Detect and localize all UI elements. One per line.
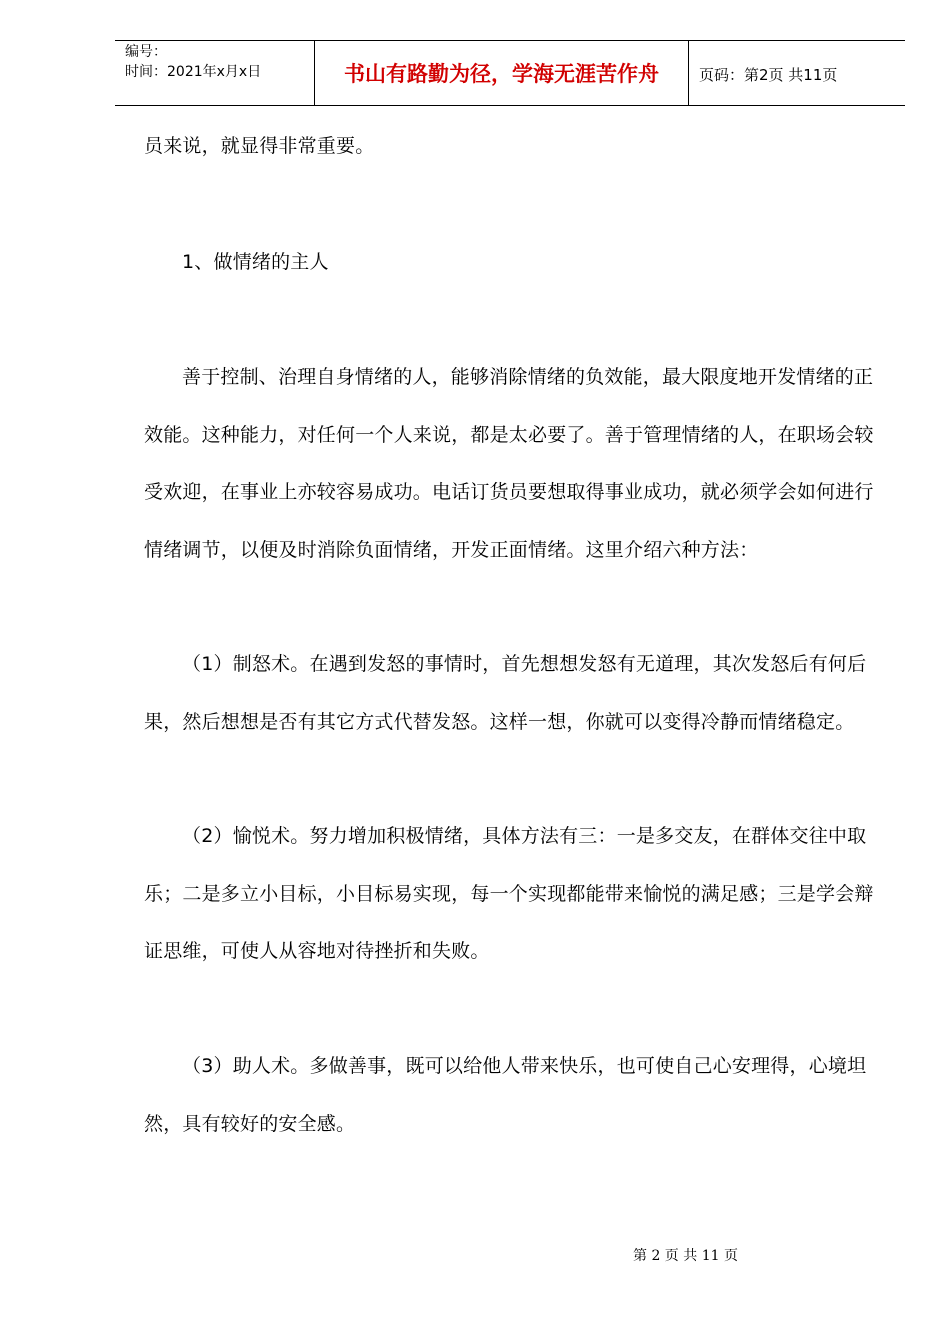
header-page-cell — [689, 41, 905, 105]
paragraph-continuation: 员来说，就显得非常重要。 — [144, 135, 375, 157]
page-code-label: 页码：第2页 共11页 — [699, 66, 838, 84]
paragraph-method-2: （2）愉悦术。努力增加积极情绪，具体方法有三：一是多交友，在群体交往中取乐；二是多立小目标，小目标易实现，每一个实现都能带来愉悦的满足感；三是学会辩证思维，可使人从容地对待挫折和失败。 — [144, 825, 874, 962]
footer-page-number: 第 2 页 共 11 页 — [633, 1248, 738, 1264]
section-heading: 1、做情绪的主人 — [182, 251, 329, 273]
motto-text: 书山有路勤为径，学海无涯苦作舟 — [344, 62, 659, 86]
page-footer — [0, 1246, 950, 1286]
header-motto-cell — [315, 41, 689, 105]
date-label: 时间：2021年x月x日 — [125, 64, 262, 80]
paragraph-method-1: （1）制怒术。在遇到发怒的事情时，首先想想发怒有无道理，其次发怒后有何后果，然后想想是否有其它方式代替发怒。这样一想，你就可以变得冷静而情绪稳定。 — [144, 653, 867, 733]
header-meta-cell — [115, 41, 315, 105]
page-header — [115, 40, 905, 106]
paragraph-intro: 善于控制、治理自身情绪的人，能够消除情绪的负效能，最大限度地开发情绪的正效能。这种能力，对任何一个人来说，都是太必要了。善于管理情绪的人，在职场会较受欢迎，在事业上亦较容易成功。电话订货员要想取得事业成功，就必须学会如何进行情绪调节，以便及时消除负面情绪，开发正面情绪。这里介绍六种方法： — [144, 366, 874, 561]
serial-number-label: 编号： — [125, 44, 167, 60]
paragraph-method-3: （3）助人术。多做善事，既可以给他人带来快乐，也可使自己心安理得，心境坦然，具有较好的安全感。 — [144, 1055, 867, 1135]
